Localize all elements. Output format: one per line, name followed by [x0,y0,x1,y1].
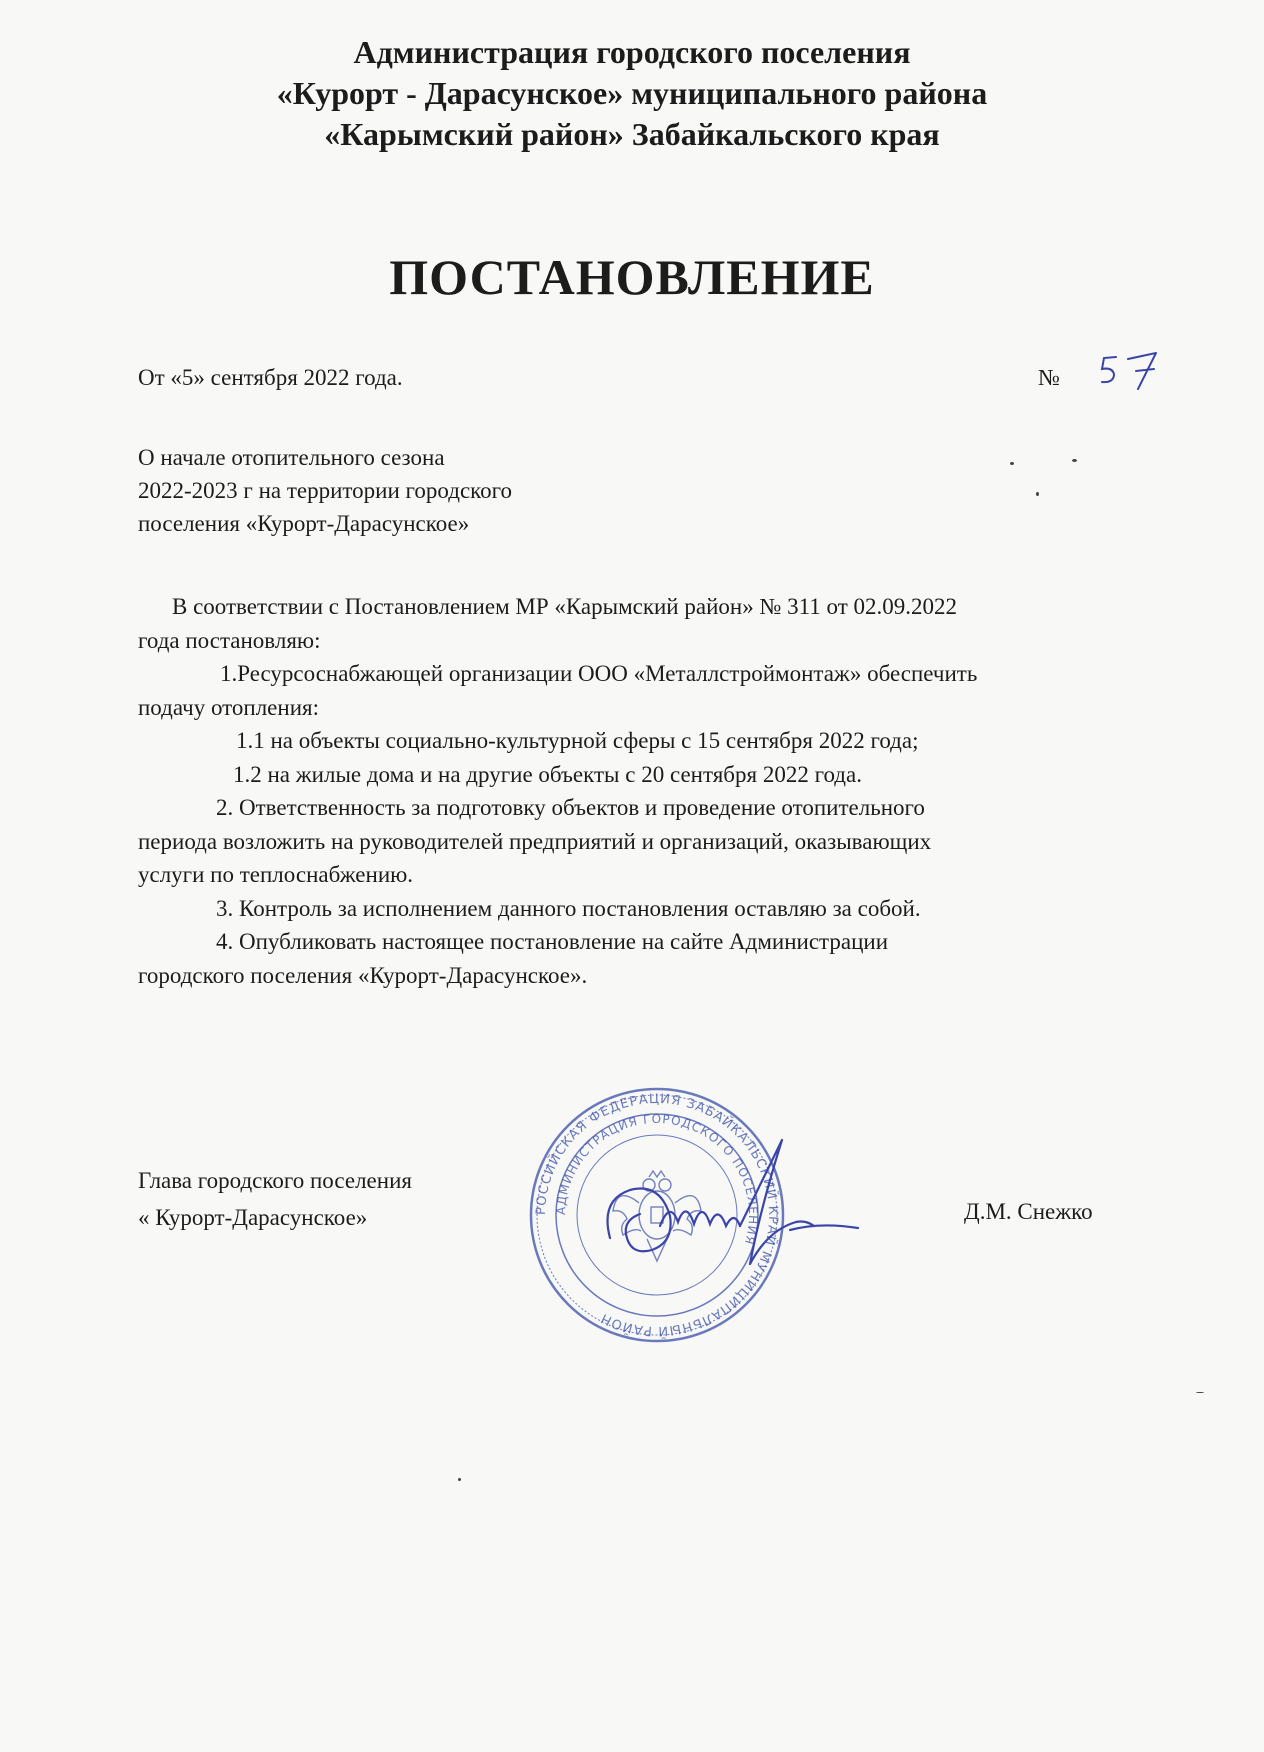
header-line-1: Администрация городского поселения [353,34,911,70]
scan-speck [1010,462,1014,465]
number-label: № [1038,365,1060,390]
body-line: городского поселения «Курорт-Дарасунское». [138,962,588,988]
handwritten-document-number [1096,349,1170,393]
body-line: года постановляю: [138,627,321,653]
stamp-inner-text: АДМИНИСТРАЦИЯ ГОРОДСКОГО ПОСЕЛЕНИЯ [553,1111,761,1247]
signer-name: Д.М. Снежко [964,1199,1093,1224]
subject-line-1: О начале отопительного сезона [138,445,445,470]
subject-line-2: 2022-2023 г на территории городского [138,478,513,503]
body-line: услуги по теплоснабжению. [138,862,414,887]
document-body [138,590,1198,992]
body-line: 1.2 на жилые дома и на другие объекты с 20 сентября 2022 года. [233,761,862,787]
scan-speck [1072,459,1077,462]
document-date: От «5» сентября 2022 года. [138,365,403,390]
scan-speck [1036,492,1039,496]
body-line: 3. Контроль за исполнением данного постановления оставляю за собой. [216,895,921,921]
document-title: ПОСТАНОВЛЕНИЕ [389,249,875,305]
signature-position [138,1162,412,1236]
body-line: В соответствии с Постановлением МР «Карымский район» № 311 от 02.09.2022 [172,594,958,619]
body-line: 1.1 на объекты социально-культурной сферы с 15 сентября 2022 года; [236,728,919,753]
stamp-outer-text: РОССИЙСКАЯ ФЕДЕРАЦИЯ ЗАБАЙКАЛЬСКИЙ КРАЙ МУНИЦИПАЛЬНЫЙ РАЙОН [533,1091,781,1339]
scan-speck [458,1478,461,1481]
document-header [0,32,1264,155]
header-line-3: «Карымский район» Забайкальского края [324,116,940,152]
position-line-2: « Курорт-Дарасунское» [138,1205,368,1230]
body-line: периода возложить на руководителей предприятий и организаций, оказывающих [138,828,932,854]
subject-line-3: поселения «Курорт-Дарасунское» [138,511,470,536]
document-subject [138,441,512,540]
body-line: 1.Ресурсоснабжающей организации ООО «Металлстроймонтаж» обеспечить [220,661,978,686]
body-line: 4. Опубликовать настоящее постановление на сайте Администрации [216,929,888,954]
handwritten-signature [600,1130,870,1270]
body-line: подачу отопления: [138,694,319,720]
header-line-2: «Курорт - Дарасунское» муниципального района [276,75,988,111]
scan-speck [1196,1392,1204,1393]
body-line: 2. Ответственность за подготовку объектов и проведение отопительного [216,795,925,820]
position-line-1: Глава городского поселения [138,1168,412,1193]
